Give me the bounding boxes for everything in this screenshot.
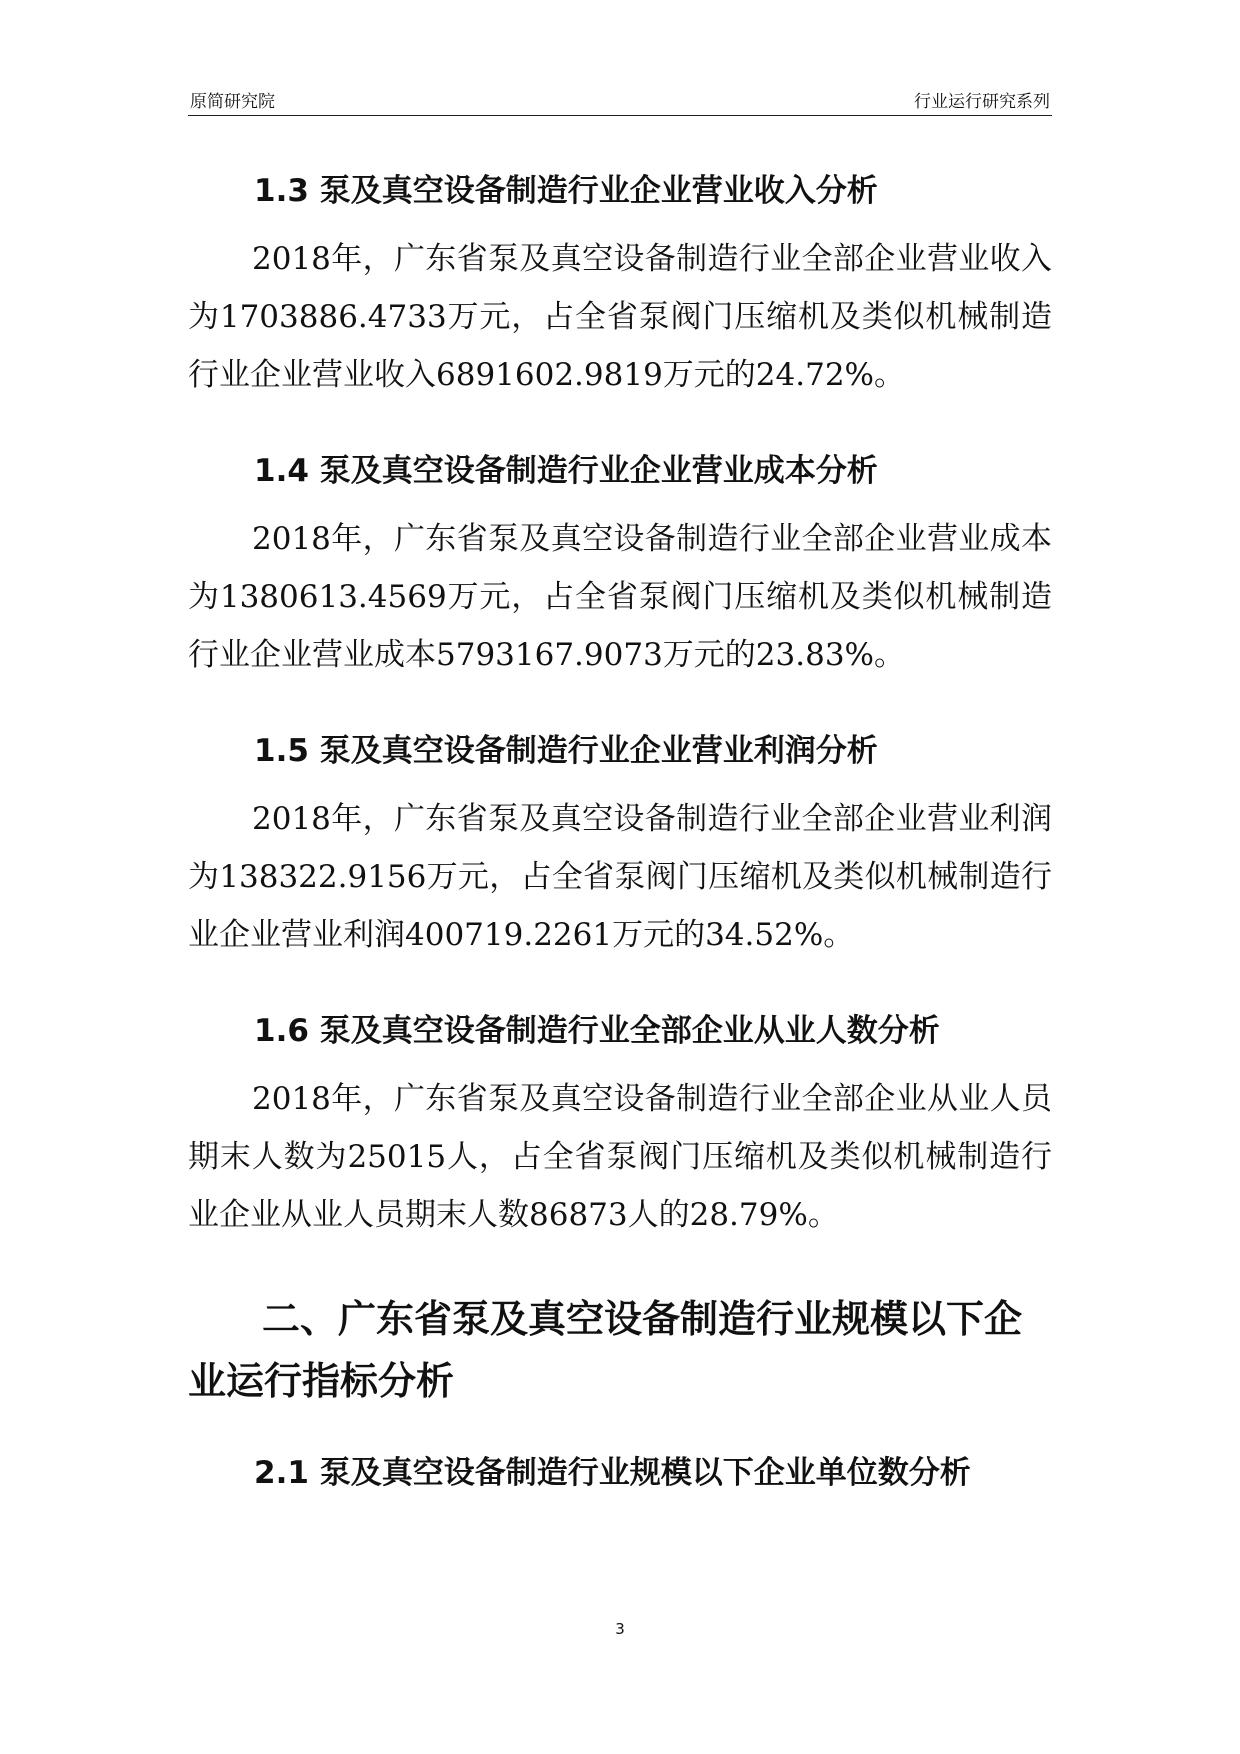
- section-title-1-5: 1.5 泵及真空设备制造行业企业营业利润分析: [254, 733, 878, 769]
- section-paragraph-1-4: 2018年，广东省泵及真空设备制造行业全部企业营业成本为1380613.4569万元，占全省泵阀门压缩机及类似机械制造行业企业营业成本5793167.9073万元的23.83%。: [188, 521, 1052, 673]
- section-title-1-6: 1.6 泵及真空设备制造行业全部企业从业人数分析: [254, 1013, 940, 1049]
- section-title-1-3: 1.3 泵及真空设备制造行业企业营业收入分析: [254, 173, 878, 209]
- page-number: 3: [615, 1620, 625, 1638]
- section-paragraph-1-5: 2018年，广东省泵及真空设备制造行业全部企业营业利润为138322.9156万元，占全省泵阀门压缩机及类似机械制造行业企业营业利润400719.2261万元的34.52%。: [188, 801, 1052, 953]
- chapter-title: 二、广东省泵及真空设备制造行业规模以下企业运行指标分析: [188, 1297, 1023, 1403]
- page-content: [188, 170, 1052, 1512]
- section-paragraph-1-3: 2018年，广东省泵及真空设备制造行业全部企业营业收入为1703886.4733万元，占全省泵阀门压缩机及类似机械制造行业企业营业收入6891602.9819万元的24.72%。: [188, 241, 1052, 393]
- header-series: 行业运行研究系列: [914, 92, 1050, 112]
- section-title-1-4: 1.4 泵及真空设备制造行业企业营业成本分析: [254, 453, 878, 489]
- page-header: [188, 85, 1052, 116]
- section-title-2-1: 2.1 泵及真空设备制造行业规模以下企业单位数分析: [254, 1455, 971, 1491]
- section-paragraph-1-6: 2018年，广东省泵及真空设备制造行业全部企业从业人员期末人数为25015人，占全省泵阀门压缩机及类似机械制造行业企业从业人员期末人数86873人的28.79%。: [188, 1081, 1052, 1233]
- header-publisher: 原简研究院: [190, 92, 275, 112]
